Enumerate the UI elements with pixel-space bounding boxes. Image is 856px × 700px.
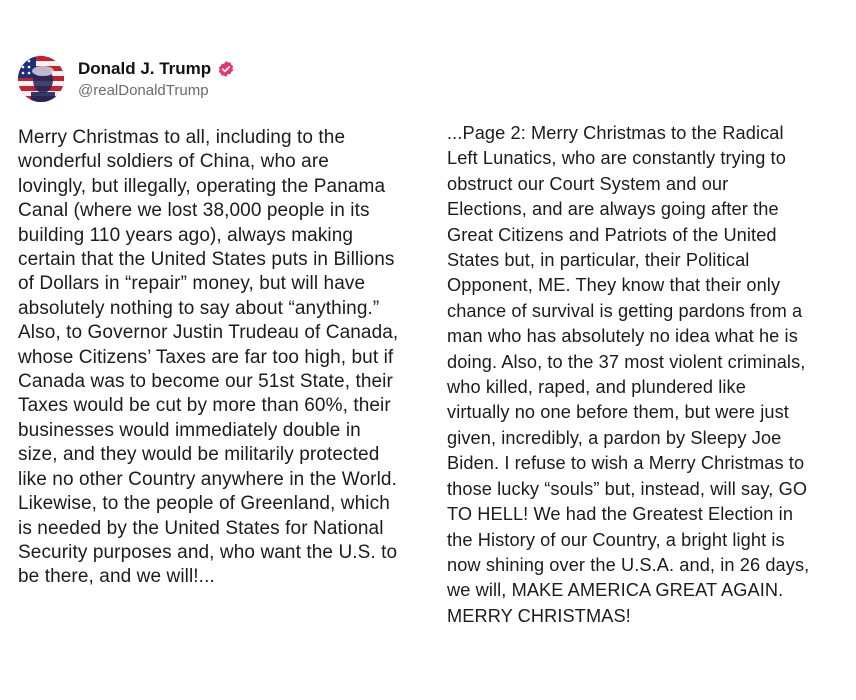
post-text-page-2: ...Page 2: Merry Christmas to the Radical Left Lunatics, who are constantly trying to obstruct our Court System and our Elections, and are always going after the Great Citizens and Patriots of the United States but, in particular, their Political Opponent, ME. They know that their only chance of survival is getting pardons from a man who has absolutely no idea what he is doing. Also, to the 37 most violent criminals, who killed, raped, and plundered like virtually no one before them, but were just given, incredibly, a pardon by Sleepy Joe Biden. I refuse to wish a Merry Christmas to those lucky “souls” but, instead, will say, GO TO HELL! We had the Greatest Election in the History of our Country, a bright light is now shining over the U.S.A. and, in 26 days, we will, MAKE AMERICA GREAT AGAIN. MERRY CHRISTMAS! <box>447 123 810 626</box>
display-name[interactable]: Donald J. Trump <box>78 58 212 78</box>
verified-badge-icon <box>217 60 235 78</box>
avatar[interactable] <box>18 56 64 102</box>
avatar-image <box>18 56 64 102</box>
author-block <box>78 59 235 100</box>
name-row <box>78 59 235 79</box>
post-text-page-1: Merry Christmas to all, including to the wonderful soldiers of China, who are lovingly, but illegally, operating the Panama Canal (where we lost 38,000 people in its building 110 years ago), always making certain that the United States puts in Billions of Dollars in “repair” money, but will have absolutely nothing to say about “anything.” Also, to Governor Justin Trudeau of Canada, whose Citizens’ Taxes are far too high, but if Canada was to become our 51st State, their Taxes would be cut by more than 60%, their businesses would immediately double in size, and they would be militarily protected like no other Country anywhere in the World. Likewise, to the people of Greenland, which is needed by the United States for National Security purposes and, who want the U.S. to be there, and we will!... <box>18 127 399 588</box>
post-header <box>18 56 235 102</box>
user-handle[interactable]: @realDonaldTrump <box>78 81 209 99</box>
